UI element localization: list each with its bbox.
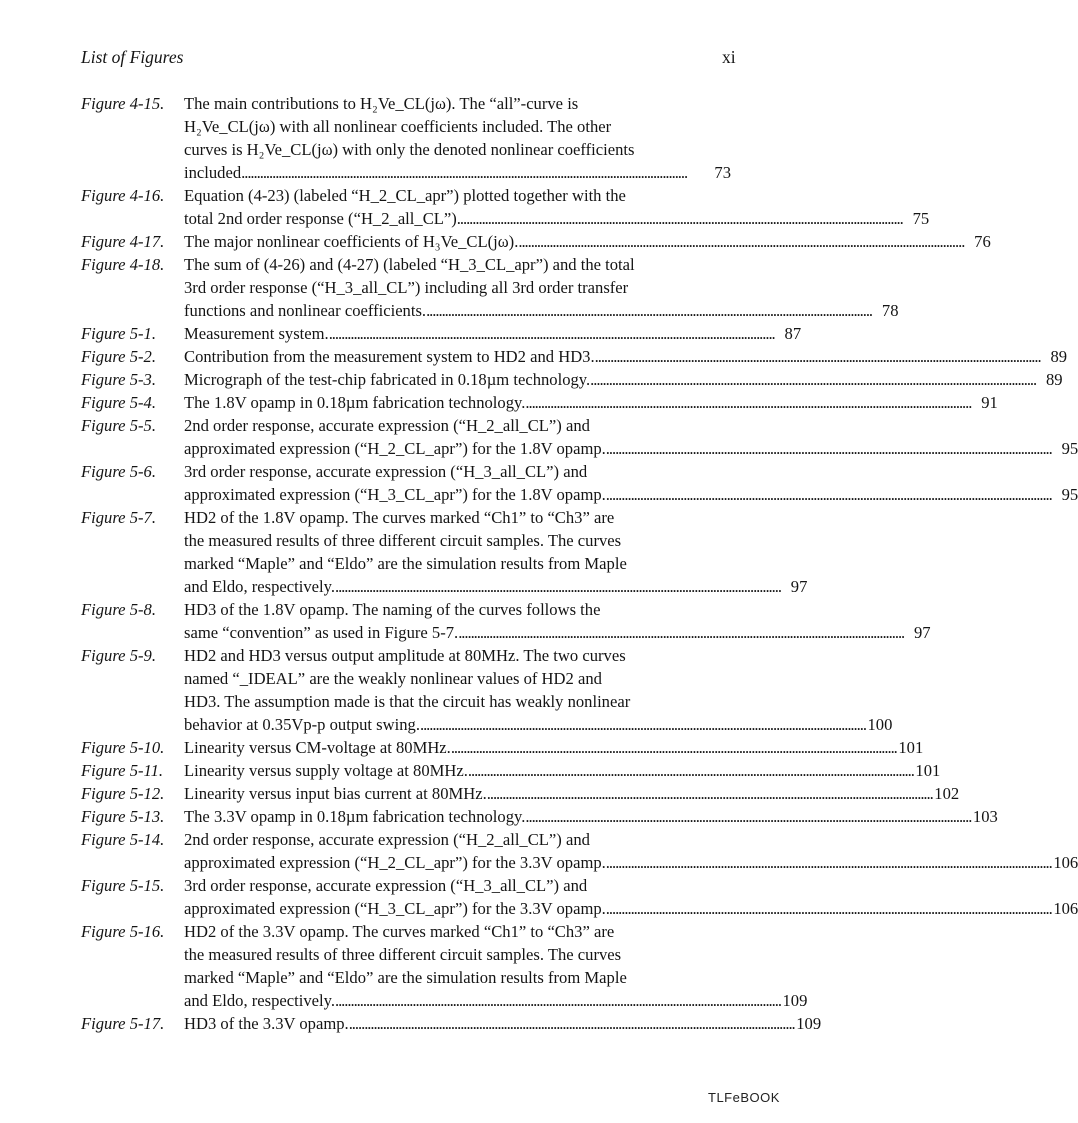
figure-caption [184, 759, 940, 782]
figure-entry[interactable] [81, 184, 930, 230]
caption-line: the measured results of three different circuit samples. The curves [184, 945, 622, 964]
caption-last-line [184, 483, 1078, 506]
figure-label: Figure 5-17. [81, 1014, 165, 1033]
figure-caption [184, 92, 731, 184]
figure-caption [184, 782, 959, 805]
figure-label: Figure 5-9. [81, 646, 156, 665]
figure-caption [184, 644, 892, 736]
dot-leader [525, 391, 969, 414]
figure-caption [184, 391, 998, 414]
caption-last-line [184, 713, 892, 736]
caption-line: approximated expression (“H_2_CL_apr”) for the 1.8V opamp. [184, 439, 606, 458]
figure-page-number[interactable]: 76 [974, 232, 991, 251]
caption-line: H₂Ve_CL(jω) with all nonlinear coefficients included. The other [184, 117, 612, 136]
figure-page-number[interactable]: 95 [1061, 485, 1078, 504]
figure-caption [184, 322, 801, 345]
figure-entry[interactable] [81, 782, 960, 805]
caption-line: curves is H₂Ve_CL(jω) with only the denoted nonlinear coefficients [184, 140, 635, 159]
caption-line: Equation (4-23) (labeled “H_2_CL_apr”) plotted together with the [184, 186, 626, 205]
figure-entry[interactable] [81, 253, 899, 322]
dot-leader [487, 782, 931, 805]
figure-caption [184, 874, 1078, 920]
figure-caption [184, 828, 1078, 874]
figure-label: Figure 5-14. [81, 830, 165, 849]
caption-last-line [184, 299, 898, 322]
figure-label: Figure 5-2. [81, 347, 156, 366]
caption-line: Linearity versus CM-voltage at 80MHz. [184, 738, 451, 757]
caption-line: Measurement system. [184, 324, 329, 343]
page-number: xi [722, 47, 736, 67]
figure-caption [184, 805, 998, 828]
dot-leader [606, 483, 1050, 506]
figure-caption [184, 1012, 821, 1035]
figure-caption [184, 345, 1067, 368]
figure-page-number[interactable]: 95 [1061, 439, 1078, 458]
caption-line: HD2 of the 1.8V opamp. The curves marked “Ch1” to “Ch3” are [184, 508, 615, 527]
caption-line: Contribution from the measurement system to HD2 and HD3. [184, 347, 595, 366]
caption-line: marked “Maple” and “Eldo” are the simulation results from Maple [184, 554, 627, 573]
figure-caption [184, 414, 1078, 460]
figure-entry[interactable] [81, 598, 931, 644]
dot-leader [518, 230, 962, 253]
figure-page-number[interactable]: 106 [1053, 899, 1078, 918]
dot-leader [335, 575, 779, 598]
figure-entry[interactable] [81, 805, 998, 828]
figure-label: Figure 5-13. [81, 807, 165, 826]
dot-leader [241, 161, 703, 184]
dot-leader [349, 1012, 793, 1035]
caption-line: marked “Maple” and “Eldo” are the simulation results from Maple [184, 968, 627, 987]
caption-last-line [184, 207, 929, 230]
dot-leader [458, 621, 902, 644]
dot-leader [606, 851, 1050, 874]
caption-last-line [184, 368, 1063, 391]
caption-last-line [184, 989, 807, 1012]
figure-entry[interactable] [81, 874, 1078, 920]
figure-page-number[interactable]: 102 [934, 784, 960, 803]
caption-line: 3rd order response (“H_3_all_CL”) including all 3rd order transfer [184, 278, 629, 297]
caption-last-line [184, 851, 1078, 874]
figure-page-number[interactable]: 101 [915, 761, 941, 780]
caption-last-line [184, 437, 1078, 460]
figure-page-number[interactable]: 100 [867, 715, 893, 734]
caption-line: HD2 of the 3.3V opamp. The curves marked “Ch1” to “Ch3” are [184, 922, 615, 941]
figure-page-number[interactable]: 91 [981, 393, 998, 412]
dot-leader [525, 805, 969, 828]
caption-last-line [184, 1012, 821, 1035]
caption-line: HD3 of the 3.3V opamp. [184, 1014, 349, 1033]
figure-entry[interactable] [81, 460, 1078, 506]
figure-label: Figure 5-12. [81, 784, 165, 803]
list-of-figures [81, 92, 1078, 1035]
figure-entry[interactable] [81, 1012, 822, 1035]
figure-label: Figure 5-16. [81, 922, 165, 941]
figure-label: Figure 5-10. [81, 738, 165, 757]
figure-entry[interactable] [81, 736, 924, 759]
figure-entry[interactable] [81, 414, 1078, 460]
caption-last-line [184, 621, 931, 644]
dot-leader [335, 989, 779, 1012]
figure-entry[interactable] [81, 345, 1068, 368]
figure-caption [184, 506, 807, 598]
figure-entry[interactable] [81, 759, 941, 782]
caption-line: 3rd order response, accurate expression (“H_3_all_CL”) and [184, 462, 588, 481]
figure-label: Figure 5-15. [81, 876, 165, 895]
figure-caption [184, 184, 929, 230]
figure-label: Figure 5-1. [81, 324, 156, 343]
figure-page-number[interactable]: 101 [898, 738, 924, 757]
figure-page-number[interactable]: 97 [914, 623, 931, 642]
caption-last-line [184, 161, 731, 184]
caption-line: The 3.3V opamp in 0.18µm fabrication technology. [184, 807, 526, 826]
caption-line: The major nonlinear coefficients of H₃Ve_CL(jω). [184, 232, 519, 251]
figure-page-number[interactable]: 103 [972, 807, 998, 826]
figure-page-number[interactable]: 106 [1053, 853, 1078, 872]
figure-page-number[interactable]: 109 [796, 1014, 822, 1033]
dot-leader [590, 368, 1034, 391]
figure-page-number[interactable]: 78 [881, 301, 899, 320]
caption-line: functions and nonlinear coefficients. [184, 301, 427, 320]
caption-line: 2nd order response, accurate expression (“H_2_all_CL”) and [184, 416, 590, 435]
caption-line: named “_IDEAL” are the weakly nonlinear values of HD2 and [184, 669, 602, 688]
figure-label: Figure 5-8. [81, 600, 156, 619]
caption-line: the measured results of three different circuit samples. The curves [184, 531, 622, 550]
caption-line: 2nd order response, accurate expression (“H_2_all_CL”) and [184, 830, 590, 849]
dot-leader [420, 713, 864, 736]
caption-last-line [184, 805, 998, 828]
figure-entry[interactable] [81, 322, 802, 345]
figure-label: Figure 5-6. [81, 462, 156, 481]
caption-last-line [184, 736, 923, 759]
figure-page-number[interactable]: 89 [1045, 370, 1063, 389]
figure-page-number[interactable]: 87 [784, 324, 802, 343]
figure-label: Figure 5-11. [81, 761, 164, 780]
caption-line: same “convention” as used in Figure 5-7. [184, 623, 459, 642]
caption-last-line [184, 782, 959, 805]
caption-line: behavior at 0.35Vp-p output swing. [184, 715, 420, 734]
figure-entry[interactable] [81, 506, 808, 598]
running-header-title: List of Figures [81, 47, 184, 67]
dot-leader [451, 736, 895, 759]
caption-last-line [184, 575, 807, 598]
figure-label: Figure 4-18. [81, 255, 165, 274]
figure-page-number[interactable]: 73 [714, 163, 731, 182]
caption-last-line [184, 759, 940, 782]
dot-leader [606, 897, 1050, 920]
dot-leader [457, 207, 901, 230]
dot-leader [595, 345, 1039, 368]
caption-line: The sum of (4-26) and (4-27) (labeled “H_3_CL_apr”) and the total [184, 255, 635, 274]
figure-label: Figure 5-3. [81, 370, 156, 389]
dot-leader [426, 299, 870, 322]
figure-page-number[interactable]: 109 [782, 991, 808, 1010]
caption-line: approximated expression (“H_3_CL_apr”) for the 3.3V opamp. [184, 899, 606, 918]
caption-line: and Eldo, respectively. [184, 991, 335, 1010]
figure-caption [184, 460, 1078, 506]
figure-page-number[interactable]: 89 [1050, 347, 1068, 366]
caption-line: Micrograph of the test-chip fabricated in 0.18µm technology. [184, 370, 591, 389]
figure-label: Figure 5-5. [81, 416, 156, 435]
caption-line: The 1.8V opamp in 0.18µm fabrication technology. [184, 393, 526, 412]
figure-caption [184, 368, 1063, 391]
caption-line: 3rd order response, accurate expression (“H_3_all_CL”) and [184, 876, 588, 895]
caption-last-line [184, 322, 801, 345]
caption-line: approximated expression (“H_3_CL_apr”) for the 1.8V opamp. [184, 485, 606, 504]
figure-caption [184, 920, 807, 1012]
caption-last-line [184, 897, 1078, 920]
caption-line: and Eldo, respectively. [184, 577, 335, 596]
figure-entry[interactable] [81, 391, 998, 414]
caption-line: included [184, 163, 242, 182]
figure-caption [184, 598, 931, 644]
figure-page-number[interactable]: 97 [790, 577, 808, 596]
figure-label: Figure 4-15. [81, 94, 165, 113]
dot-leader [606, 437, 1050, 460]
caption-line: approximated expression (“H_2_CL_apr”) for the 3.3V opamp. [184, 853, 606, 872]
figure-entry[interactable] [81, 828, 1078, 874]
figure-label: Figure 4-17. [81, 232, 165, 251]
caption-line: Linearity versus input bias current at 80MHz. [184, 784, 487, 803]
figure-entry[interactable] [81, 92, 731, 184]
figure-page-number[interactable]: 75 [912, 209, 930, 228]
figure-label: Figure 5-4. [81, 393, 156, 412]
figure-entry[interactable] [81, 644, 893, 736]
caption-line: total 2nd order response (“H_2_all_CL”) [184, 209, 457, 228]
figure-caption [184, 736, 923, 759]
figure-label: Figure 5-7. [81, 508, 156, 527]
caption-line: Linearity versus supply voltage at 80MHz. [184, 761, 468, 780]
caption-line: HD3. The assumption made is that the circuit has weakly nonlinear [184, 692, 631, 711]
figure-caption [184, 253, 898, 322]
caption-last-line [184, 391, 998, 414]
watermark: TLFeBOOK [708, 1090, 780, 1105]
caption-line: HD3 of the 1.8V opamp. The naming of the curves follows the [184, 600, 601, 619]
figure-entry[interactable] [81, 230, 991, 253]
caption-line: The main contributions to H₂Ve_CL(jω). The “all”-curve is [184, 94, 579, 113]
figure-label: Figure 4-16. [81, 186, 165, 205]
figure-entry[interactable] [81, 920, 808, 1012]
dot-leader [329, 322, 773, 345]
caption-line: HD2 and HD3 versus output amplitude at 80MHz. The two curves [184, 646, 626, 665]
dot-leader [468, 759, 912, 782]
caption-last-line [184, 230, 991, 253]
caption-last-line [184, 345, 1067, 368]
figure-entry[interactable] [81, 368, 1063, 391]
figure-caption [184, 230, 991, 253]
